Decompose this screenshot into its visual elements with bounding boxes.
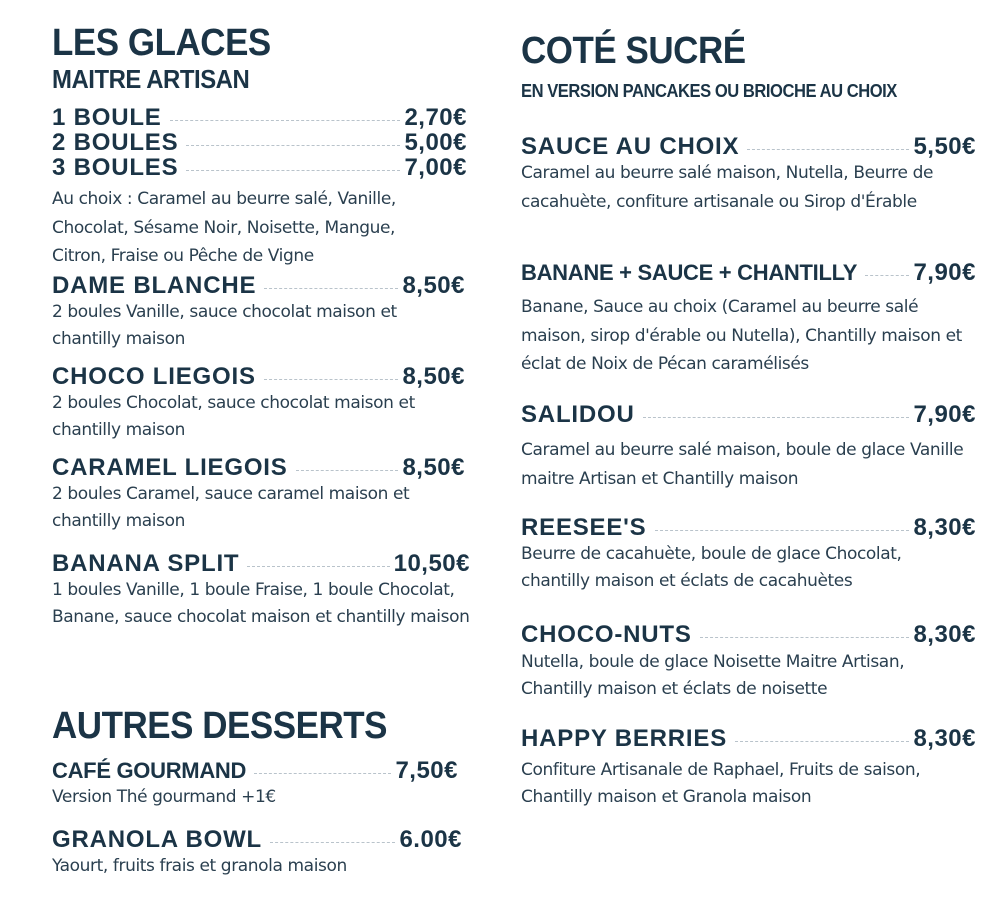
flavors-description: Au choix : Caramel au beurre salé, Vanille, Chocolat, Sésame Noir, Noisette, Mangue, Citron, Fraise ou Pêche de Vigne [52, 189, 396, 266]
item-price: 7,50€ [395, 757, 458, 784]
leader-line [735, 740, 909, 742]
item-price: 10,50€ [393, 550, 470, 577]
item-description: 2 boules Chocolat, sauce chocolat maison et chantilly maison [52, 393, 415, 440]
item-name: BANANE + SAUCE + CHANTILLY [521, 260, 858, 285]
item-price: 8,50€ [402, 272, 465, 299]
menu-row-sauce-au-choix [521, 135, 976, 159]
item-price: 5,00€ [404, 129, 467, 156]
item-price: 8,50€ [402, 454, 465, 481]
menu-row-cafe-gourmand [52, 759, 458, 783]
item-price: 7,00€ [404, 154, 467, 181]
item-price: 8,30€ [913, 621, 976, 648]
leader-line [700, 636, 910, 638]
menu-row-banane-sauce-chantilly [521, 261, 976, 285]
item-description: Confiture Artisanale de Raphael, Fruits de saison, Chantilly maison et Granola maison [521, 760, 921, 807]
item-description: 2 boules Vanille, sauce chocolat maison et chantilly maison [52, 302, 397, 349]
menu-row-banana-split [52, 552, 470, 576]
section-subtitle-pancakes: EN VERSION PANCAKES OU BRIOCHE AU CHOIX [521, 81, 897, 101]
item-price: 8,50€ [402, 363, 465, 390]
item-description: Caramel au beurre salé maison, boule de glace Vanille maitre Artisan et Chantilly maison [521, 440, 964, 489]
item-name: SAUCE AU CHOIX [521, 133, 740, 160]
leader-line [747, 148, 909, 150]
leader-line [655, 529, 910, 531]
item-name: 3 BOULES [52, 154, 179, 181]
item-description: 2 boules Caramel, sauce caramel maison et chantilly maison [52, 484, 410, 531]
section-subtitle-maitre-artisan: MAITRE ARTISAN [52, 64, 250, 94]
menu-row-3-boules [52, 156, 467, 180]
item-name: CHOCO LIEGOIS [52, 363, 256, 390]
item-description: 1 boules Vanille, 1 boule Fraise, 1 boule Chocolat, Banane, sauce chocolat maison et chantilly maison [52, 580, 470, 627]
item-description: Yaourt, fruits frais et granola maison [52, 856, 347, 876]
menu-row-choco-nuts [521, 623, 976, 647]
item-price: 7,90€ [913, 259, 976, 286]
menu-row-happy-berries [521, 727, 976, 751]
leader-line [643, 416, 910, 418]
item-price: 8,30€ [913, 725, 976, 752]
item-name: DAME BLANCHE [52, 272, 257, 299]
item-price: 2,70€ [404, 104, 467, 131]
item-name: CAFÉ GOURMAND [52, 758, 247, 783]
menu-row-choco-liegois [52, 365, 465, 389]
item-name: SALIDOU [521, 401, 635, 428]
leader-line [270, 841, 395, 843]
menu-row-1-boule [52, 106, 467, 130]
item-name: REESEE'S [521, 514, 647, 541]
section-title-glaces: LES GLACES [52, 22, 271, 64]
menu-row-granola-bowl [52, 828, 462, 852]
leader-line [865, 274, 909, 276]
item-name: 1 BOULE [52, 104, 162, 131]
leader-line [170, 119, 401, 121]
menu-row-reesees [521, 516, 976, 540]
item-name: CHOCO-NUTS [521, 621, 692, 648]
leader-line [264, 378, 399, 380]
item-name: 2 BOULES [52, 129, 179, 156]
item-description: Version Thé gourmand +1€ [52, 787, 276, 807]
item-price: 5,50€ [913, 133, 976, 160]
item-price: 7,90€ [913, 401, 976, 428]
item-description: Nutella, boule de glace Noisette Maitre Artisan, Chantilly maison et éclats de noisette [521, 652, 905, 699]
leader-line [186, 169, 400, 171]
item-name: BANANA SPLIT [52, 550, 240, 577]
leader-line [264, 287, 398, 289]
menu-row-2-boules [52, 131, 467, 155]
menu-row-caramel-liegois [52, 456, 465, 480]
item-price: 8,30€ [913, 514, 976, 541]
leader-line [247, 565, 389, 567]
item-description: Beurre de cacahuète, boule de glace Chocolat, chantilly maison et éclats de cacahuètes [521, 544, 902, 591]
item-price: 6.00€ [399, 826, 462, 853]
leader-line [254, 772, 391, 774]
menu-row-salidou [521, 403, 976, 427]
section-title-autres-desserts: AUTRES DESSERTS [52, 705, 387, 747]
menu-row-dame-blanche [52, 274, 465, 298]
leader-line [296, 469, 399, 471]
item-name: CARAMEL LIEGOIS [52, 454, 288, 481]
item-description: Banane, Sauce au choix (Caramel au beurre salé maison, sirop d'érable ou Nutella), Chantilly maison et éclat de Noix de Pécan caramélisés [521, 297, 962, 374]
item-description: Caramel au beurre salé maison, Nutella, Beurre de cacahuète, confiture artisanale ou Sirop d'Érable [521, 163, 934, 212]
item-name: GRANOLA BOWL [52, 826, 263, 853]
section-title-cote-sucre: COTÉ SUCRÉ [521, 30, 746, 72]
item-name: HAPPY BERRIES [521, 725, 728, 752]
leader-line [186, 144, 400, 146]
